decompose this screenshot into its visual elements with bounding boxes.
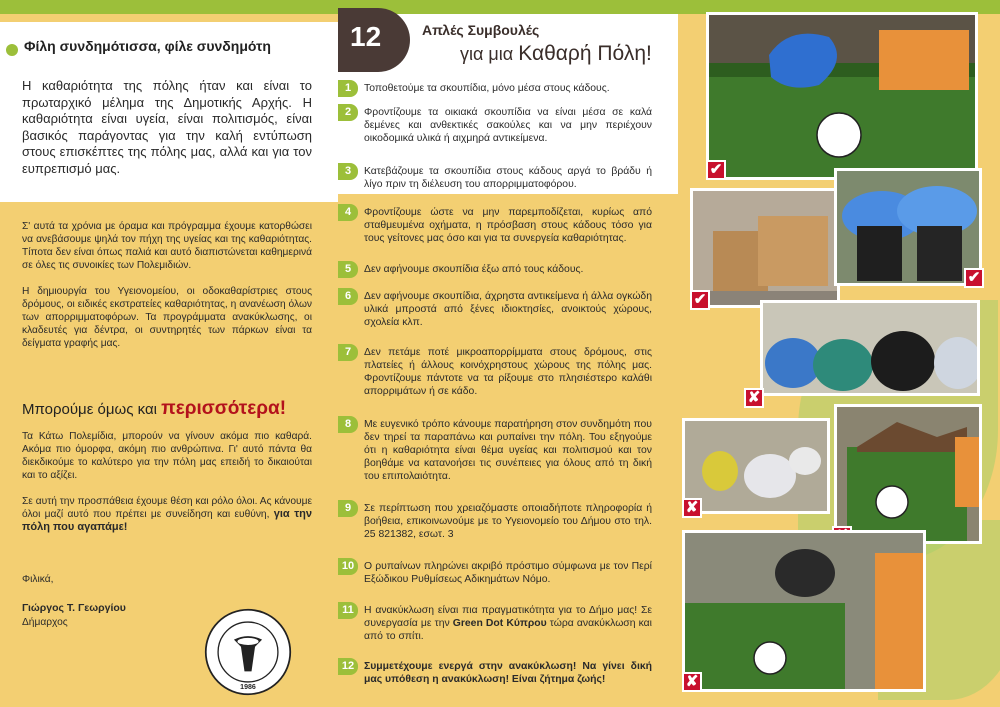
tip-text: Κατεβάζουμε τα σκουπίδια στους κάδους αργά το βράδυ ή λίγο πριν τη διέλευση του απορριμματοφόρου. — [364, 166, 652, 190]
tip-number: 6 — [338, 288, 358, 305]
bullet-dot-icon — [6, 44, 18, 56]
municipality-seal-icon — [204, 608, 292, 696]
tip-number: 8 — [338, 416, 358, 433]
x-mark-icon: ✘ — [744, 388, 764, 408]
tips-title-line-2 — [460, 42, 652, 66]
tip-number: 7 — [338, 344, 358, 361]
tip-text: Συμμετέχουμε ενεργά στην ανακύκλωση! Να γίνει δική μας υπόθεση η ανακύκλωση! Είναι ζήτημα ζωής! — [364, 661, 652, 685]
tip-number: 11 — [338, 602, 358, 619]
tip-number: 9 — [338, 500, 358, 517]
tips-count-badge — [338, 8, 410, 72]
tips-count: 12 — [350, 21, 382, 52]
body-paragraph-4 — [22, 495, 312, 534]
body-paragraph-4-emphasis: για την πόλη που αγαπάμε! — [22, 508, 312, 533]
body-text — [22, 220, 312, 363]
tip-text: Σε περίπτωση που χρειαζόμαστε οποιαδήποτε πληροφορία ή βοήθεια, επικοινωνούμε με το Υγειονομείο του Δήμου στο τηλ. 25 821382, εσωτ. 3 — [364, 503, 652, 540]
more-heading-emphasis: περισσότερα! — [161, 398, 287, 419]
tips-title-big: Καθαρή Πόλη! — [518, 42, 652, 65]
check-mark-icon: ✔ — [964, 268, 984, 288]
photo-litter-ground — [682, 418, 830, 514]
body-paragraph-3: Τα Κάτω Πολεμίδια, μπορούν να γίνουν ακόμα πιο καθαρά. Ακόμα πιο όμορφα, ακόμη πιο ανθρώπινα. Γι' αυτό πάντα θα διεκδικούμε το καλύτερο για την πόλη μας επειδή το δικαιούται και το αξίζει. — [22, 431, 312, 481]
seal-year: 1986 — [240, 683, 256, 691]
intro-text: Η καθαριότητα της πόλης ήταν και είναι το πρωταρχικό μέλημα της Δημοτικής Αρχής. Η καθαριότητα είναι υγεία, είναι πολιτισμός, είναι βασικός παράγοντας για την καλή εντύπωση στους επισκέπτες της πόλης μας, αλλά και για τον ευπρεπισμό μας. — [22, 78, 312, 176]
tip-text — [364, 604, 652, 643]
body-paragraph-2: Η δημιουργία του Υγειονομείου, οι οδοκαθαρίστριες στους δρόμους, οι ειδικές εκστρατείες καθαριότητας, η ανανέωση όλων των απορριμματοφόρων. Τα προγράμματα ανακύκλωσης, οι κλαδευτές για δέντρα, οι συντηρητές των πάρκων είναι τα δείγματα γραφής μας. — [22, 286, 312, 349]
tip-number: 10 — [338, 558, 358, 575]
tip-text: Τοποθετούμε τα σκουπίδια, μόνο μέσα στους κάδους. — [364, 83, 610, 94]
signoff: Φιλικά, — [22, 574, 54, 585]
tip-text: Φροντίζουμε ώστε να μην παρεμποδίζεται, κυρίως από σταθμευμένα οχήματα, η πρόσβαση στους κάδους τόσο για τους γείτονες μας όσο και για τα συνεργεία καθαριότητας. — [364, 207, 652, 244]
tip-number: 1 — [338, 80, 358, 97]
tip-11-text-c: τώρα ανακύκλωση και από το σπίτι. — [364, 618, 652, 642]
signer-role: Δήμαρχος — [22, 617, 68, 628]
tips-panel — [338, 0, 678, 707]
body-paragraph-4-text: Σε αυτή την προσπάθεια έχουμε θέση και ρόλο όλοι. Ας κάνουμε όλοι μαζί αυτό που πρέπει με συνείδηση και ευθύνη, — [22, 496, 312, 520]
left-panel — [0, 14, 338, 707]
photo-cardboard-boxes — [690, 188, 840, 308]
x-mark-icon: ✘ — [682, 672, 702, 692]
photo-covered-bins — [834, 168, 982, 286]
tip-text: Φροντίζουμε τα οικιακά σκουπίδια να είναι μέσα σε καλά δεμένες και ανθεκτικές σακούλες και να μην περιέχουν οικοδομικά υλικά ή αιχμηρά αντικείμενα. — [364, 107, 652, 144]
check-mark-icon: ✔ — [690, 290, 710, 310]
photo-bin-bag-in — [706, 12, 978, 180]
intro-heading: Φίλη συνδημότισσα, φίλε συνδημότη — [24, 38, 271, 54]
bins-emptying-illustration — [685, 533, 926, 692]
tip-text: Δεν αφήνουμε σκουπίδια έξω από τους κάδους. — [364, 264, 584, 275]
signer-name: Γιώργος Τ. Γεωργίου — [22, 602, 126, 614]
more-heading — [22, 398, 286, 420]
covered-bins-illustration — [837, 171, 982, 286]
tips-title-prefix: για μια — [460, 44, 514, 64]
litter-illustration — [685, 421, 830, 514]
x-mark-icon: ✘ — [682, 498, 702, 518]
tips-title-line-1: Απλές Συμβουλές — [422, 22, 540, 38]
tip-number: 5 — [338, 261, 358, 278]
bags-street-illustration — [763, 303, 980, 396]
body-text-2 — [22, 430, 312, 547]
bin-bag-illustration — [709, 15, 978, 180]
intro-box — [0, 22, 338, 202]
photo-overfilled-bin — [834, 404, 982, 544]
photo-panel — [678, 0, 1000, 707]
tip-number: 4 — [338, 204, 358, 221]
tip-number: 12 — [338, 658, 358, 675]
tip-text: Με ευγενικό τρόπο κάνουμε παρατήρηση στον συνδημότη που δεν τηρεί τα παραπάνω και ρυπαίνει την πόλη. Του εξηγούμε ότι η καθαριότητα είναι θέμα υγείας και πολιτισμού και τον βοηθάμε να κατανοήσει τις συνέπειες για όλους από τη δική του επιπολαιότητα. — [364, 419, 652, 482]
tip-11-brand: Green Dot Κύπρου — [452, 618, 547, 629]
tip-number: 3 — [338, 163, 358, 180]
tip-11-text-a: Η ανακύκλωση είναι πια πραγματικότητα για το Δήμο μας! Σε συνεργασία με την — [364, 605, 652, 629]
tip-text: Δεν πετάμε ποτέ μικροαπορρίμματα στους δρόμους, στις πλατείες ή άλλους κοινόχρηστους χώρους της πόλης μας. Φροντίζουμε πάντοτε να τα ρίξουμε στο πλησιέστερο καλάθι απορριμάτων ή σε κάδο. — [364, 347, 652, 397]
tip-text: Δεν αφήνουμε σκουπίδια, άχρηστα αντικείμενα ή άλλα ογκώδη υλικά μπροστά από ξένες ιδιοκτησίες, ανοικτούς χώρους, σχολεία κλπ. — [364, 291, 652, 328]
check-mark-icon: ✔ — [706, 160, 726, 180]
body-paragraph-1: Σ' αυτά τα χρόνια με όραμα και πρόγραμμα έχουμε κατορθώσει να ανεβάσουμε ψηλά τον πήχη της υγείας και της καθαριότητας. Τίποτα δεν είναι όπως παλιά και αυτό διαπιστώνεται καθημερινά σε όλες τις συνοικίες των Πολεμιδιών. — [22, 221, 312, 271]
overfilled-bin-illustration — [837, 407, 982, 544]
tip-text: Ο ρυπαίνων πληρώνει ακριβό πρόστιμο σύμφωνα με τον Περί Εξώδικου Ρυθμίσεως Αδικημάτων Νόμο. — [364, 561, 652, 585]
tip-number: 2 — [338, 104, 358, 121]
cardboard-illustration — [693, 191, 840, 308]
photo-bags-on-street — [760, 300, 980, 396]
more-heading-prefix: Μπορούμε όμως και — [22, 401, 157, 418]
photo-bins-emptying — [682, 530, 926, 692]
